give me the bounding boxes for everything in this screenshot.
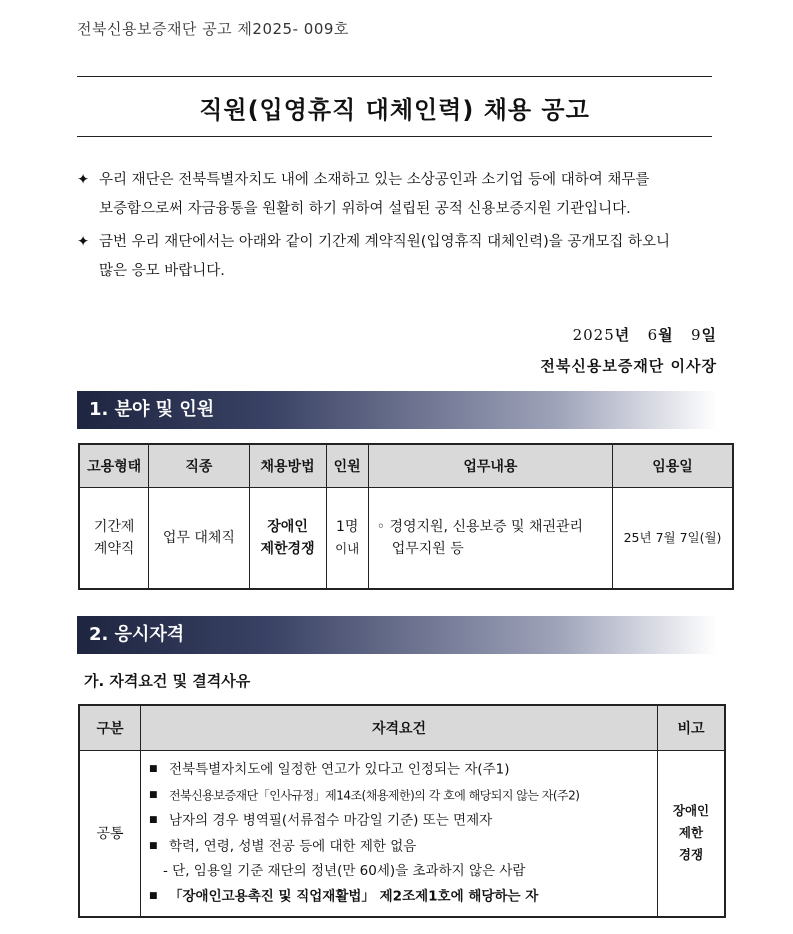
list-item: ■ 학력, 연령, 성별 전공 등에 대한 제한 없음: [149, 834, 649, 860]
intro-p1-line1: 우리 재단은 전북특별자치도 내에 소재하고 있는 소상공인과 소기업 등에 대하여 채무를: [99, 172, 650, 188]
col-header-category: 구분: [79, 705, 141, 751]
table-row: [79, 488, 733, 590]
col-header-duty: 업무내용: [368, 444, 612, 488]
square-bullet-icon: ■: [149, 815, 158, 825]
title-bottom-rule: [77, 136, 712, 137]
section2-subheading: 가. 자격요건 및 결격사유: [84, 672, 251, 690]
cell-job: 업무 대체직: [149, 488, 249, 590]
cell-count: 1명 이내: [326, 488, 368, 590]
square-bullet-icon: ■: [149, 764, 158, 774]
date-month: 6: [647, 326, 659, 344]
col-header-requirements: 자격요건: [141, 705, 658, 751]
list-item-sub: - 단, 임용일 기준 재단의 정년(만 60세)을 초과하지 않은 사람: [163, 863, 526, 879]
col-header-type: 고용형태: [79, 444, 149, 488]
col-header-job: 직종: [149, 444, 249, 488]
cell-category: 공통: [79, 751, 141, 917]
table-header-row: [79, 444, 733, 488]
recruitment-table: [78, 443, 734, 590]
cell-duty: ◦ 경영지원, 신용보증 및 채권관리 업무지원 등: [368, 488, 612, 590]
square-bullet-icon: ■: [149, 891, 158, 901]
page-title: 직원(입영휴직 대체인력) 채용 공고: [199, 96, 590, 124]
star-bullet-icon: ✦: [77, 172, 90, 188]
cell-requirements: [141, 751, 658, 917]
intro-p2-line2: 많은 응모 바랍니다.: [99, 263, 225, 279]
section1-heading: 1. 분야 및 인원: [77, 391, 717, 429]
list-item: ■ 전북신용보증재단「인사규정」제14조(채용제한)의 각 호에 해당되지 않는 자(주2): [149, 783, 649, 809]
cell-type: 기간제 계약직: [79, 488, 149, 590]
star-bullet-icon: ✦: [77, 234, 90, 250]
square-bullet-icon: ■: [149, 840, 158, 851]
square-bullet-icon: ■: [149, 789, 158, 800]
notice-date: [573, 324, 717, 345]
notice-number: 전북신용보증재단 공고 제2025- 009호: [77, 20, 349, 38]
title-top-rule: [77, 76, 712, 77]
list-item: ■ 「장애인고용촉진 및 직업재활법」 제2조제1호에 해당하는 자: [149, 884, 649, 910]
col-header-method: 채용방법: [249, 444, 326, 488]
intro-paragraph-2: [77, 228, 717, 286]
cell-method: 장애인 제한경쟁: [249, 488, 326, 590]
date-day: 9: [690, 326, 702, 344]
table-header-row: [79, 705, 725, 751]
date-month-unit: 월: [658, 326, 674, 344]
cell-note: 장애인 제한 경쟁: [658, 751, 726, 917]
cell-start-date: 25년 7월 7일(월): [613, 488, 733, 590]
date-day-unit: 일: [701, 326, 717, 344]
date-year-unit: 년: [614, 326, 631, 344]
signer: 전북신용보증재단 이사장: [540, 357, 717, 375]
intro-p1-line2: 보증함으로써 자금융통을 원활히 하기 위하여 설립된 공적 신용보증지원 기관입니다.: [99, 201, 631, 217]
col-header-count: 인원: [326, 444, 368, 488]
list-item: ■ 남자의 경우 병역필(서류접수 마감일 기준) 또는 면제자: [149, 808, 649, 834]
col-header-start-date: 임용일: [613, 444, 733, 488]
section2-heading: 2. 응시자격: [77, 616, 717, 654]
intro-paragraph-1: [77, 166, 717, 224]
intro-p2-line1: 금번 우리 재단에서는 아래와 같이 기간제 계약직원(입영휴직 대체인력)을 공개모집 하오니: [99, 234, 671, 250]
list-item: ■ 전북특별자치도에 일정한 연고가 있다고 인정되는 자(주1): [149, 757, 649, 783]
col-header-note: 비고: [658, 705, 726, 751]
qualification-table: [78, 704, 726, 918]
date-year: 2025: [572, 326, 615, 344]
table-row: [79, 751, 725, 917]
